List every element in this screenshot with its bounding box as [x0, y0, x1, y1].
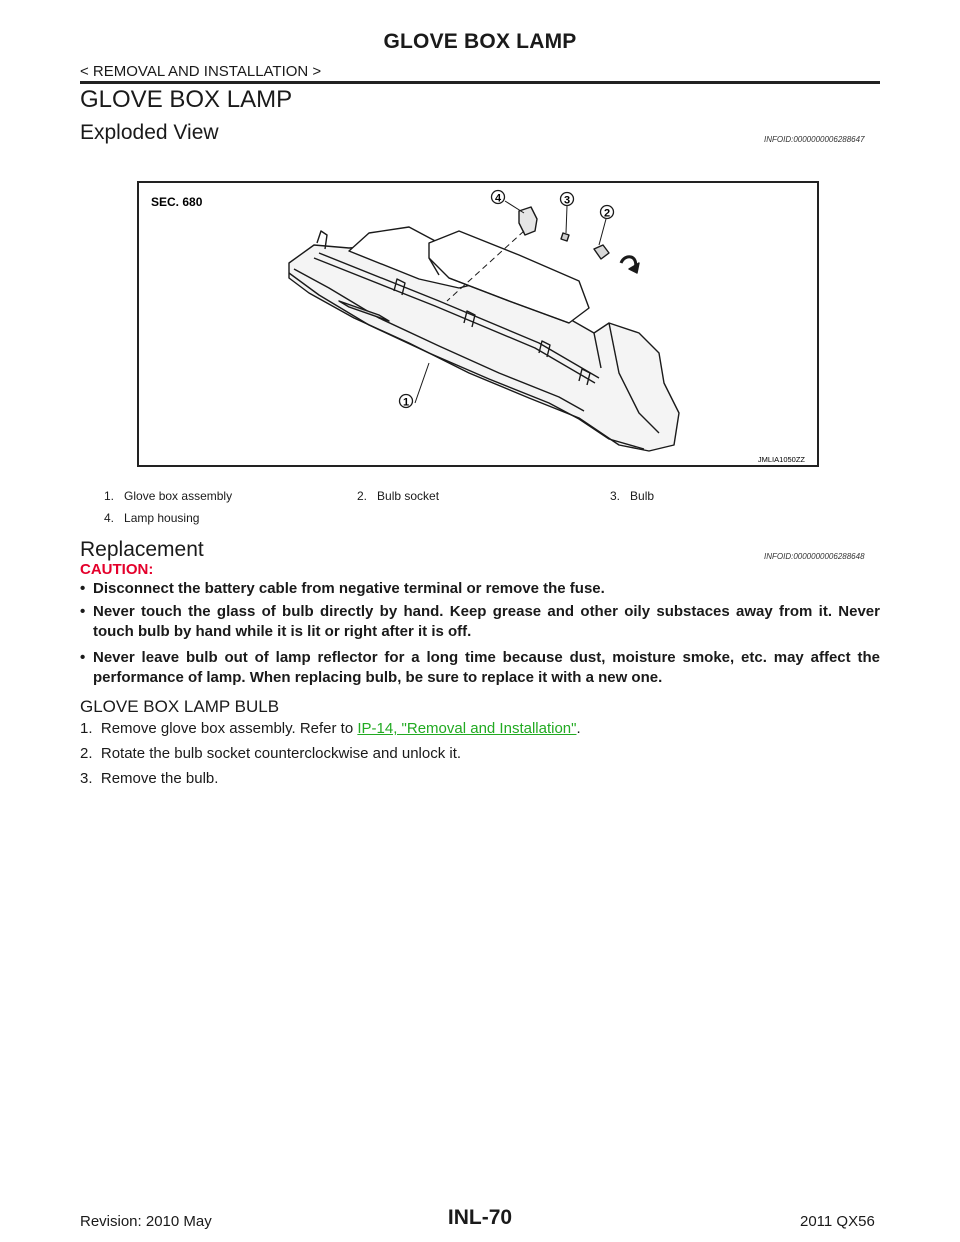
- callout-4: [492, 191, 505, 205]
- section-title: GLOVE BOX LAMP: [80, 86, 293, 113]
- procedure-step: 1. Remove glove box assembly. Refer to IP-14, "Removal and Installation".: [80, 720, 581, 737]
- callout-1: [400, 395, 413, 409]
- caution-item: • Disconnect the battery cable from negative terminal or remove the fuse.: [80, 580, 605, 597]
- exploded-view-infoid: INFOID:0000000006288647: [764, 135, 865, 144]
- procedure-title: GLOVE BOX LAMP BULB: [80, 697, 280, 716]
- svg-text:4: 4: [494, 192, 502, 205]
- figure-code: JMLIA1050ZZ: [757, 455, 805, 464]
- glove-box-illustration: [139, 183, 821, 469]
- procedure-step: 2. Rotate the bulb socket counterclockwise and unlock it.: [80, 745, 462, 762]
- page-number: INL-70: [447, 1206, 513, 1229]
- callout-2: [601, 206, 614, 220]
- replacement-heading: Replacement: [80, 538, 204, 561]
- exploded-view-figure: [137, 181, 819, 467]
- header-divider: [80, 81, 880, 84]
- caution-item: • Never touch the glass of bulb directly by hand. Keep grease and other oily substaces away from it. Never touch bulb by hand while it is lit or right after it is off.: [80, 603, 880, 640]
- section-label: SEC. 680: [151, 195, 203, 209]
- breadcrumb: < REMOVAL AND INSTALLATION >: [80, 63, 322, 80]
- legend-item: 2. Bulb socket: [357, 489, 440, 503]
- legend-item: 4. Lamp housing: [104, 511, 200, 525]
- procedure-step: 3. Remove the bulb.: [80, 770, 219, 787]
- svg-text:3: 3: [563, 194, 571, 207]
- footer-model: 2011 QX56: [800, 1213, 875, 1230]
- exploded-view-heading: Exploded View: [80, 121, 219, 144]
- svg-text:1: 1: [402, 396, 410, 409]
- footer-revision: Revision: 2010 May: [80, 1213, 212, 1230]
- legend-item: 1. Glove box assembly: [104, 489, 233, 503]
- caution-label: CAUTION:: [80, 561, 154, 578]
- ip-14-reference-link[interactable]: IP-14, "Removal and Installation": [357, 720, 577, 737]
- legend-item: 3. Bulb: [610, 489, 655, 503]
- running-header-title: GLOVE BOX LAMP: [383, 30, 577, 53]
- replacement-infoid: INFOID:0000000006288648: [764, 552, 865, 561]
- caution-item: • Never leave bulb out of lamp reflector for a long time because dust, moisture smoke, etc. may affect the performance of lamp. When replacing bulb, be sure to replace it with a new one.: [80, 649, 880, 686]
- callout-3: [561, 193, 574, 207]
- svg-text:2: 2: [603, 207, 611, 220]
